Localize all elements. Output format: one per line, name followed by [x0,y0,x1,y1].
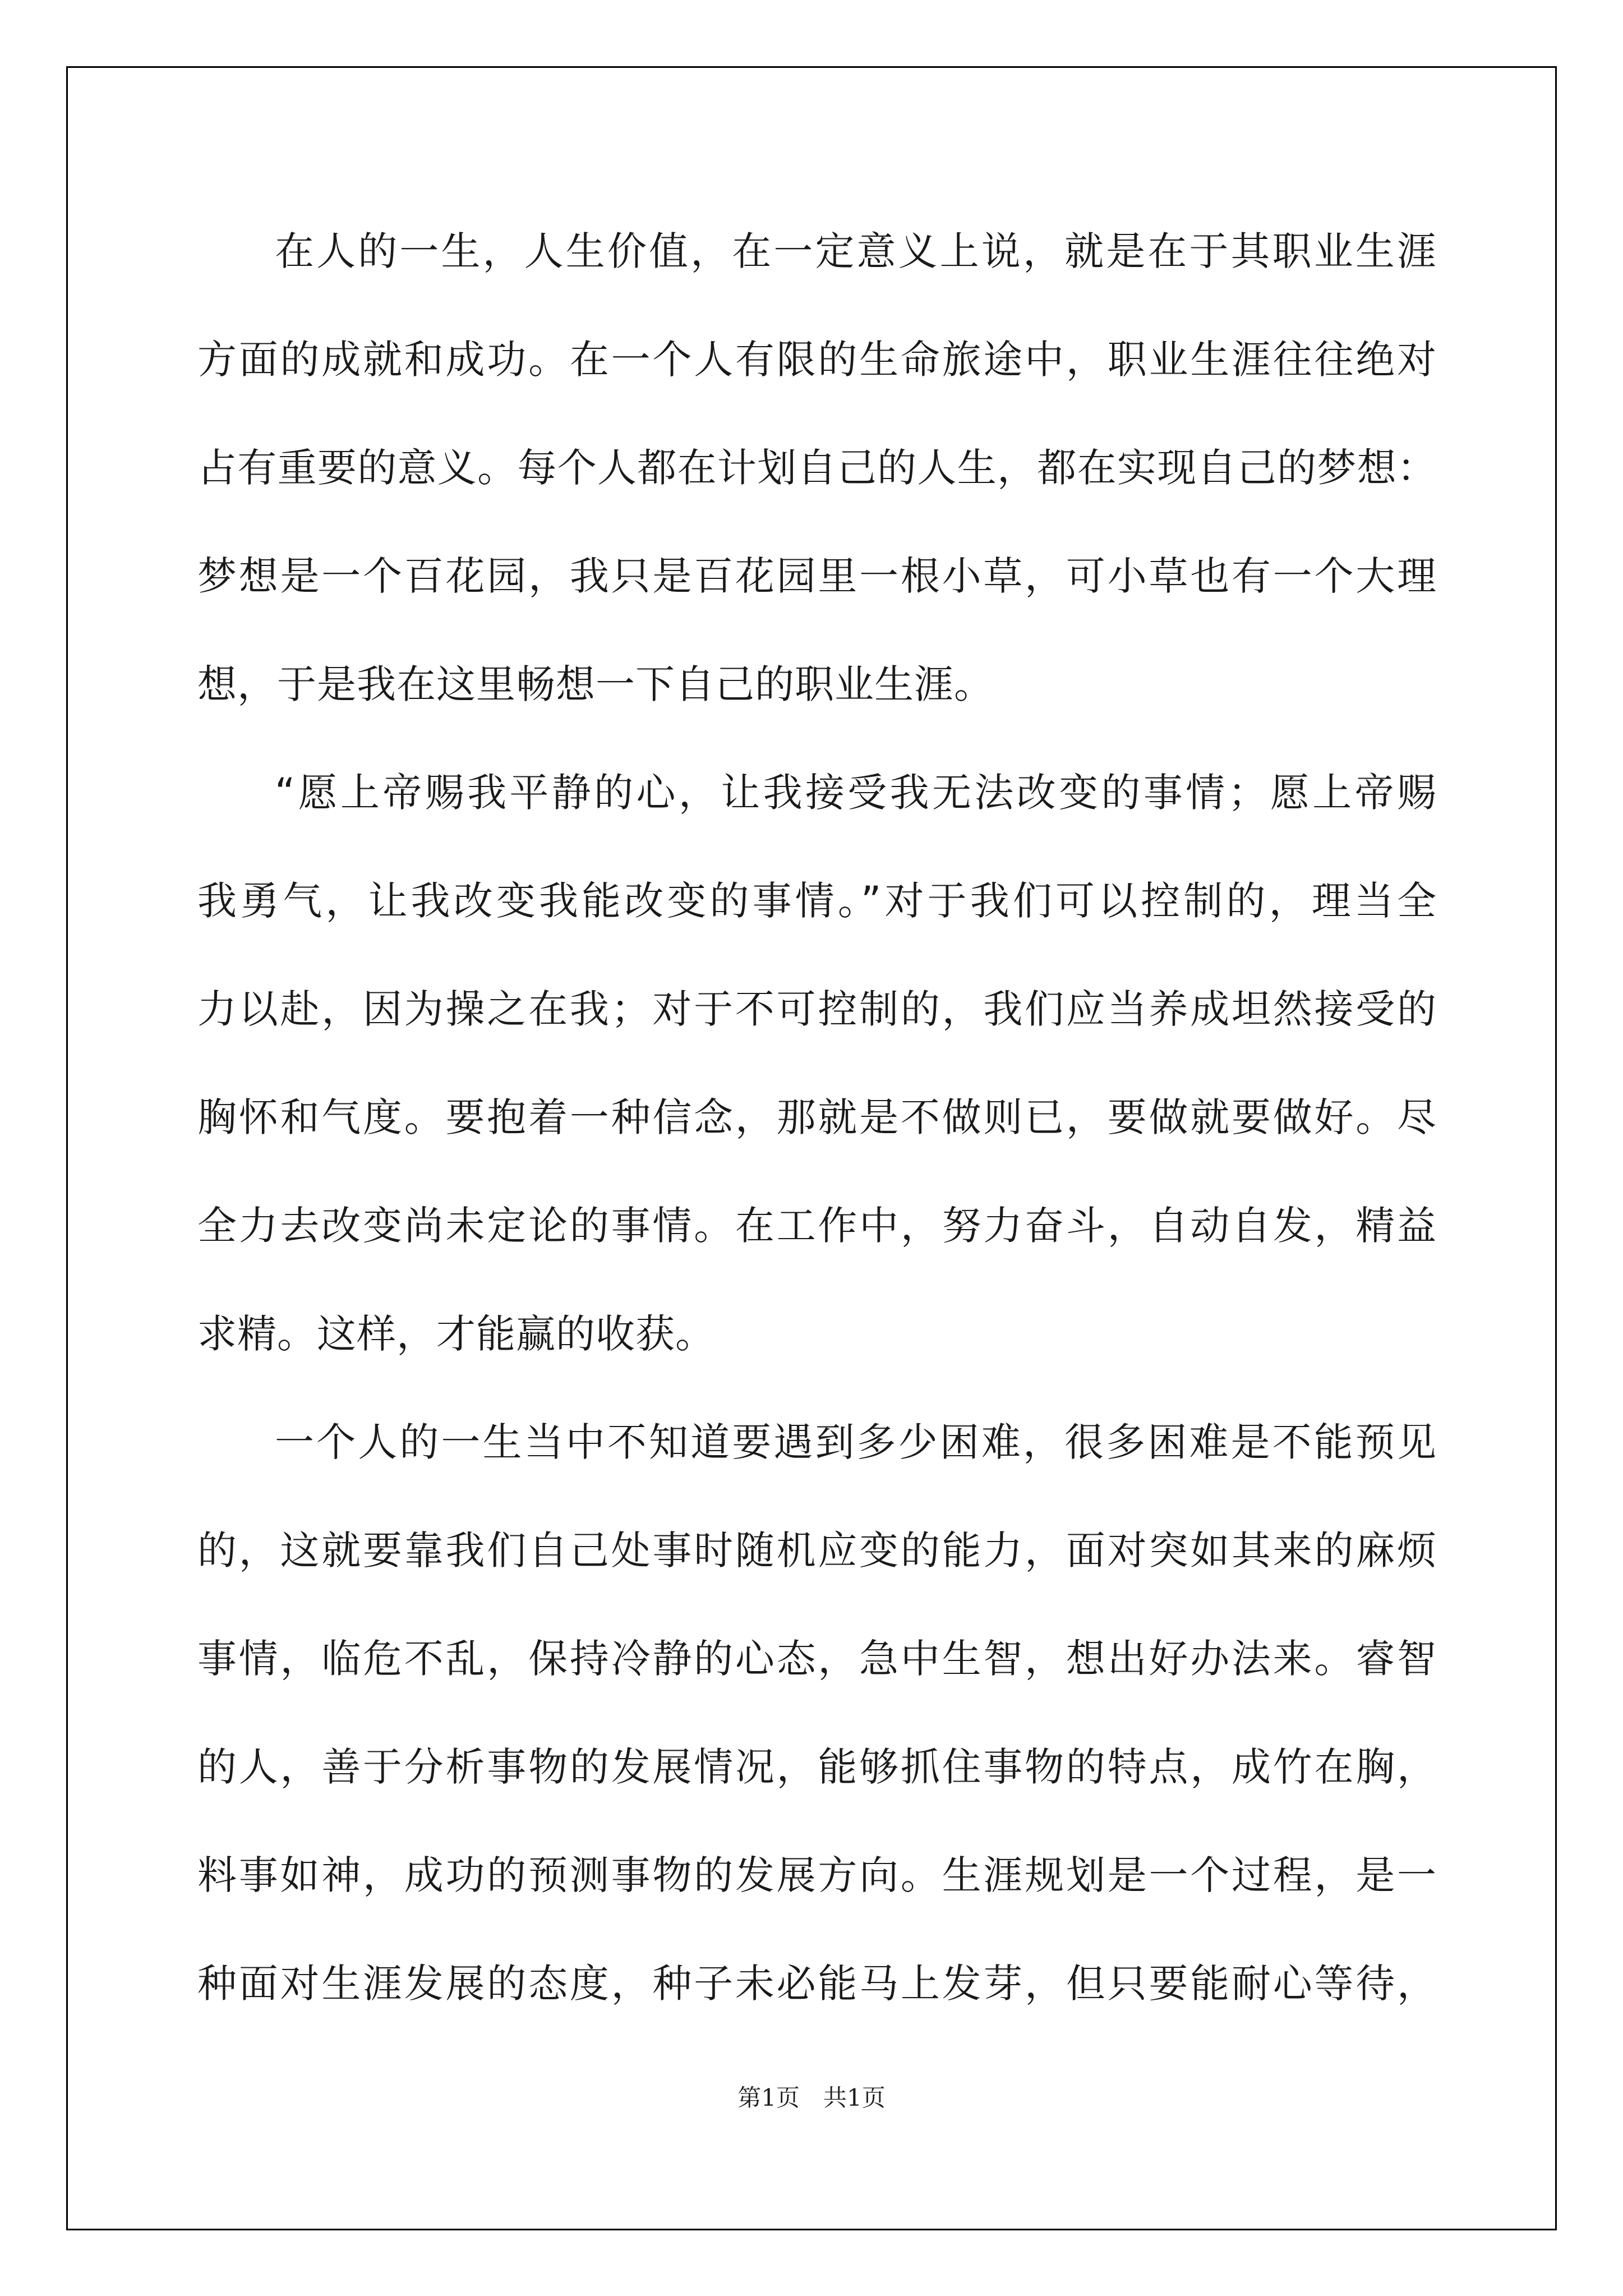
paragraph-1-line-1: 在人的一生，人生价值，在一定意义上说，就是在于其职业生涯 [275,228,1437,274]
paragraph-3-line-4: 的人，善于分析事物的发展情况，能够抓住事物的特点，成竹在胸， [197,1744,1437,1790]
paragraph-2-line-4: 胸怀和气度。要抱着一种信念，那就是不做则已，要做就要做好。尽 [197,1094,1437,1140]
paragraph-2-line-6: 求精。这样，才能赢的收获。 [197,1311,715,1357]
paragraph-3-line-3: 事情，临危不乱，保持冷静的心态，急中生智，想出好办法来。睿智 [197,1636,1437,1682]
paragraph-3-line-6: 种面对生涯发展的态度，种子未必能马上发芽，但只要能耐心等待， [197,1961,1437,2007]
paragraph-3-line-5: 料事如神，成功的预测事物的发展方向。生涯规划是一个过程，是一 [197,1852,1437,1898]
paragraph-1-line-3: 占有重要的意义。每个人都在计划自己的人生，都在实现自己的梦想： [197,445,1437,491]
paragraph-1-line-2: 方面的成就和成功。在一个人有限的生命旅途中，职业生涯往往绝对 [197,337,1437,383]
paragraph-2-line-3: 力以赴，因为操之在我；对于不可控制的，我们应当养成坦然接受的 [197,986,1437,1032]
paragraph-3-line-1: 一个人的一生当中不知道要遇到多少困难，很多困难是不能预见 [275,1419,1437,1465]
paragraph-2-line-5: 全力去改变尚未定论的事情。在工作中，努力奋斗，自动自发，精益 [197,1203,1437,1249]
paragraph-3-line-2: 的，这就要靠我们自己处事时随机应变的能力，面对突如其来的麻烦 [197,1527,1437,1573]
paragraph-1-line-5: 想，于是我在这里畅想一下自己的职业生涯。 [197,661,994,707]
page-border [66,66,1557,2230]
page-number-footer: 第1页 共1页 [737,2084,886,2111]
paragraph-2-line-1: “愿上帝赐我平静的心，让我接受我无法改变的事情；愿上帝赐 [275,770,1437,816]
paragraph-1-line-4: 梦想是一个百花园，我只是百花园里一根小草，可小草也有一个大理 [197,553,1437,599]
paragraph-2-line-2: 我勇气，让我改变我能改变的事情。”对于我们可以控制的，理当全 [197,878,1437,924]
